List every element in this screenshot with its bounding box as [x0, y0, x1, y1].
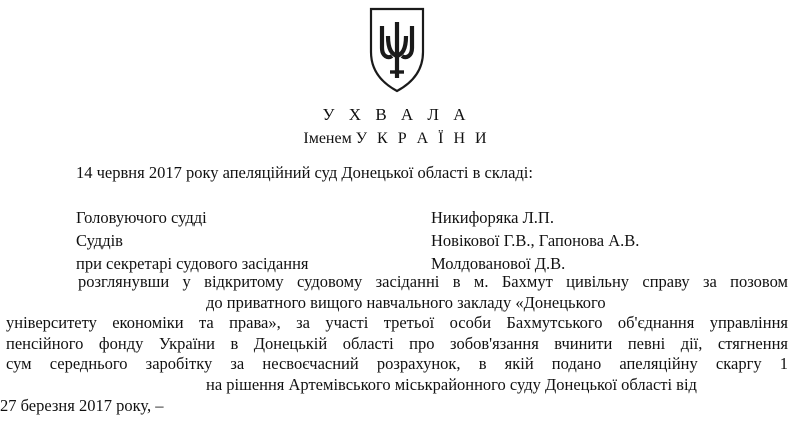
document-subtitle — [0, 128, 793, 150]
composition-row — [76, 206, 736, 229]
body-line: на рішення Артемівського міськрайонного суду Донецької області від — [206, 374, 697, 394]
composition-label: Головуючого судді — [76, 208, 207, 227]
court-composition — [76, 206, 736, 275]
composition-label: Суддів — [76, 231, 123, 250]
composition-value: Молдованової Д.В. — [431, 254, 566, 273]
document-subtitle-prefix: Іменем — [303, 130, 356, 147]
body-line: до приватного вищого навчального закладу «Донецького — [206, 292, 606, 312]
composition-label: при секретарі судового засідання — [76, 254, 309, 273]
tail-line: 27 березня 2017 року, – — [0, 396, 164, 415]
body-line: пенсійного фонду України в Донецькій області про зобов'язання вчинити певні дії, стягнення — [6, 333, 788, 353]
intro-line: 14 червня 2017 року апеляційний суд Донецької області в складі: — [76, 163, 533, 182]
composition-value: Никифоряка Л.П. — [431, 208, 554, 227]
composition-value: Новікової Г.В., Гапонова А.В. — [431, 231, 640, 250]
emblem-container — [0, 6, 793, 94]
document-title-block — [0, 104, 793, 150]
body-line: сум середнього заробітку за несвоєчасний розрахунок, в якій подано апеляційну скаргу 1 — [6, 354, 788, 373]
document-subtitle-country: У К Р А Ї Н И — [355, 130, 490, 147]
body-line: університету економіки та права», за участі третьої особи Бахмутського об'єднання управління — [6, 313, 788, 332]
body-line: розглянувши у відкритому судовому засіданні в м. Бахмут цивільну справу за позовом — [78, 272, 788, 291]
ukraine-coat-of-arms-icon — [368, 6, 426, 94]
body-paragraph — [6, 272, 788, 395]
composition-row — [76, 229, 736, 252]
document-title: У Х В А Л А — [322, 105, 471, 124]
